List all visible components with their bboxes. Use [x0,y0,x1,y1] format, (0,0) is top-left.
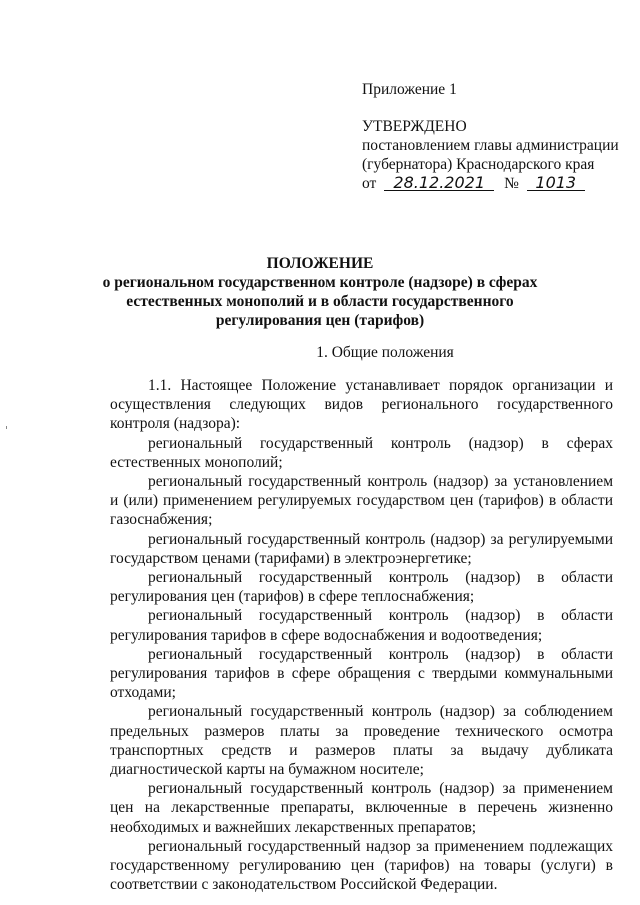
paragraph: 1.1. Настоящее Положение устанавливает порядок организации и осуществления следующих видов регионального государственного контроля (надзора): [110,377,613,433]
handwritten-number: 1013 [527,175,585,191]
scan-mark [6,426,7,429]
title-line-1: о региональном государственном контроле (надзоре) в сферах [102,274,538,291]
title-heading: ПОЛОЖЕНИЕ [266,255,374,272]
appendix-label: Приложение 1 [362,81,457,98]
number-label: № [504,175,519,192]
approval-block [362,80,632,193]
document-title [100,254,540,330]
date-number-row [362,174,632,193]
title-line-2: естественных монополий и в области государственного [126,293,514,310]
approval-line-1: постановлением главы администрации [362,137,619,154]
paragraph: региональный государственный контроль (надзор) в области регулирования цен (тарифов) в сфере теплоснабжения; [110,569,613,606]
title-line-3: регулирования цен (тарифов) [215,312,425,329]
paragraph: региональный государственный контроль (надзор) за регулируемыми государством ценами (тарифами) в электроэнергетике; [110,530,613,567]
paragraph: региональный государственный контроль (надзор) в области регулирования тарифов в сфере водоснабжения и водоотведения; [110,607,613,644]
handwritten-date: 28.12.2021 [384,175,494,191]
paragraph: региональный государственный контроль (надзор) за соблюдением предельных размеров платы за проведение технического осмотра транспортных средств и размеров платы за выдачу дубликата диагностической карты на бумажном носителе; [110,703,613,779]
approved-label: УТВЕРЖДЕНО [362,118,467,135]
paragraph: региональный государственный надзор за применением подлежащих государственному регулированию цен (тарифов) на товары (услуги) в соответствии с законодательством Российской Федерации. [110,837,613,894]
paragraph: региональный государственный контроль (надзор) в области регулирования тарифов в сфере обращения с твердыми коммунальными отходами; [110,645,613,702]
paragraph: региональный государственный контроль (надзор) за установлением и (или) применением регулируемых государством цен (тарифов) в области газоснабжения; [110,473,613,529]
section-title: 1. Общие положения [316,344,454,361]
paragraph: региональный государственный контроль (надзор) в сферах естественных монополий; [110,434,613,471]
document-body [110,376,613,894]
approval-line-2: (губернатора) Краснодарского края [362,156,595,173]
paragraph: региональный государственный контроль (надзор) за применением цен на лекарственные препараты, включенные в перечень жизненно необходимых и важнейших лекарственных препаратов; [110,780,613,836]
from-label: от [362,175,377,192]
